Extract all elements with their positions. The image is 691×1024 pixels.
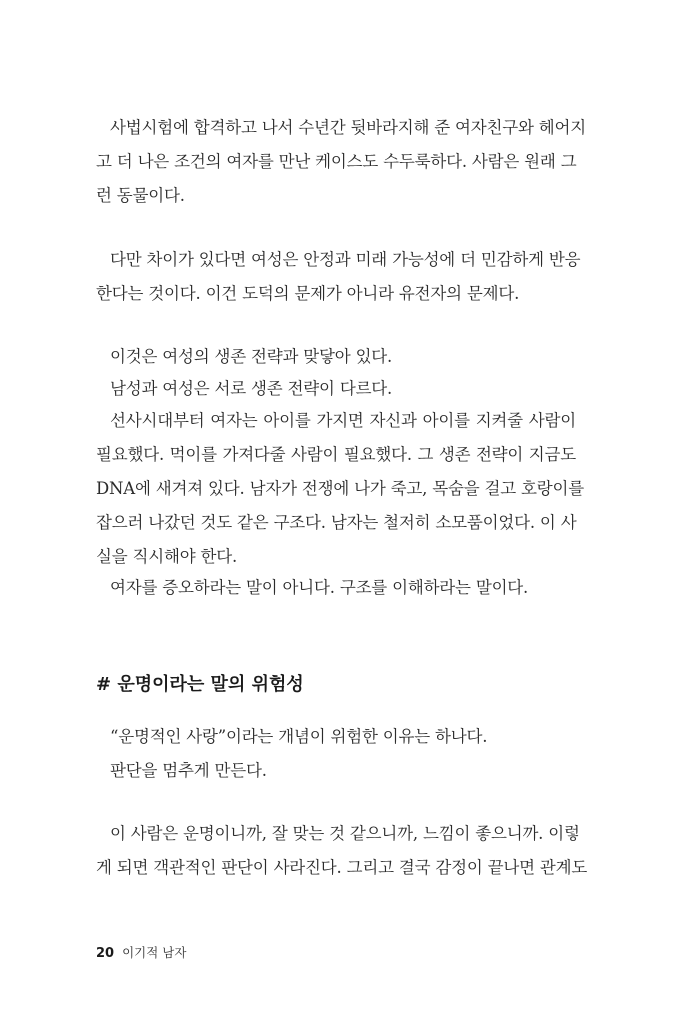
- paragraph-1-line-1: 사법시험에 합격하고 나서 수년간 뒷바라지해 준 여자친구와 헤어지: [110, 118, 587, 137]
- paragraph-3-line-2: 남성과 여성은 서로 생존 전략이 다르다.: [110, 379, 393, 398]
- paragraph-3-line-5: DNA에 새겨져 있다. 남자가 전쟁에 나가 죽고, 목숨을 걸고 호랑이를: [96, 479, 584, 498]
- paragraph-3-line-1: 이것은 여성의 생존 전략과 맞닿아 있다.: [110, 347, 393, 366]
- book-title: 이기적 남자: [122, 945, 187, 960]
- paragraph-5-line-1: 이 사람은 운명이니까, 잘 맞는 것 같으니까, 느낌이 좋으니까. 이렇: [110, 824, 580, 843]
- paragraph-2-line-1: 다만 차이가 있다면 여성은 안정과 미래 가능성에 더 민감하게 반응: [110, 250, 581, 269]
- paragraph-3-line-7: 실을 직시해야 한다.: [96, 547, 238, 566]
- paragraph-3-line-4: 필요했다. 먹이를 가져다줄 사람이 필요했다. 그 생존 전략이 지금도: [96, 445, 576, 464]
- page-number: 20: [96, 946, 115, 961]
- paragraph-1-line-3: 런 동물이다.: [96, 186, 185, 205]
- paragraph-5-line-2: 게 되면 객관적인 판단이 사라진다. 그리고 결국 감정이 끝나면 관계도: [96, 858, 588, 877]
- paragraph-3-line-8: 여자를 증오하라는 말이 아니다. 구조를 이해하라는 말이다.: [110, 578, 529, 597]
- paragraph-4-line-2: 판단을 멈추게 만든다.: [110, 761, 267, 780]
- paragraph-1-line-2: 고 더 나은 조건의 여자를 만난 케이스도 수두룩하다. 사람은 원래 그: [96, 152, 577, 171]
- paragraph-3-line-6: 잡으러 나갔던 것도 같은 구조다. 남자는 철저히 소모품이었다. 이 사: [96, 513, 577, 532]
- paragraph-4-line-1: “운명적인 사랑”이라는 개념이 위험한 이유는 하나다.: [110, 727, 488, 746]
- section-heading: # 운명이라는 말의 위험성: [96, 674, 304, 695]
- paragraph-2-line-2: 한다는 것이다. 이건 도덕의 문제가 아니라 유전자의 문제다.: [96, 284, 520, 303]
- paragraph-3-line-3: 선사시대부터 여자는 아이를 가지면 자신과 아이를 지켜줄 사람이: [110, 411, 576, 430]
- page-footer: [96, 944, 186, 963]
